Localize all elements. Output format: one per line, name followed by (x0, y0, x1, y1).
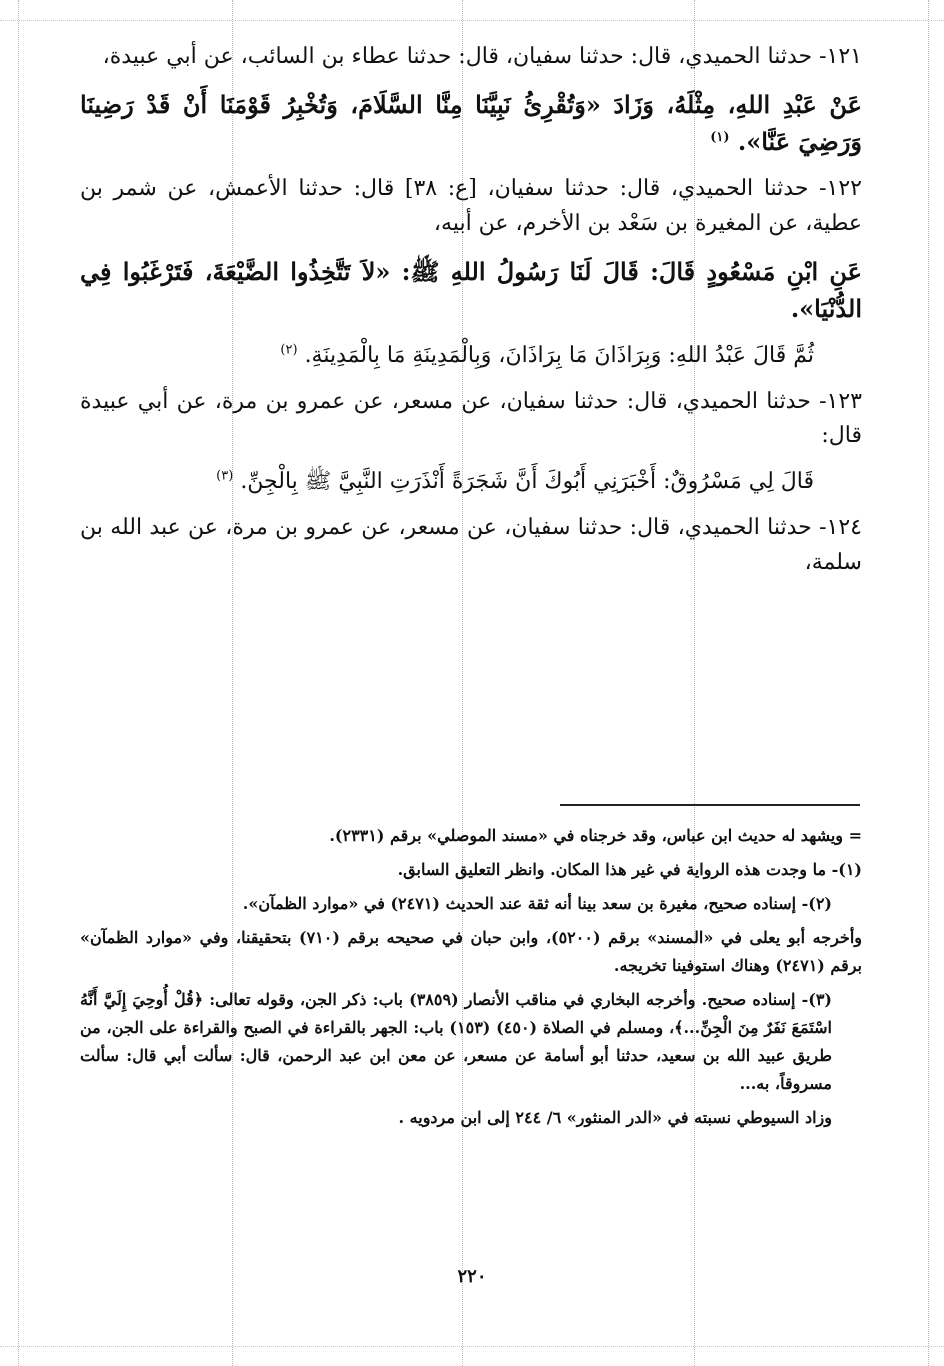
hadith-122-chain: ١٢٢- حدثنا الحميدي، قال: حدثنا سفيان، [ع: ٣٨] قال: حدثنا الأعمش، عن شمر بن عطية، عن المغيرة بن سَعْد بن الأخرم، عن أبيه، (80, 176, 862, 236)
footnote-3-continued: وزاد السيوطي نسبته في «الدر المنثور» ٦/ ٢٤٤ إلى ابن مردويه . (398, 1108, 832, 1127)
hadith-122-matn: عَنِ ابْنِ مَسْعُودٍ قَالَ: قَالَ لَنَا رَسُولُ اللهِ ﷺ: «لاَ تَتَّخِذُوا الضَّيْعَةَ، فَتَرْغَبُوا فِي الدُّنْيَا». (80, 256, 862, 323)
hadith-123-chain: ١٢٣- حدثنا الحميدي، قال: حدثنا سفيان، عن مسعر، عن عمرو بن مرة، عن أبي عبيدة قال: (80, 389, 862, 449)
margin-guide (928, 0, 929, 1366)
footnote-ref: (٣) (216, 468, 234, 484)
margin-guide (0, 20, 944, 21)
margin-guide (18, 0, 19, 1366)
margin-guide (0, 1346, 944, 1347)
footnote-separator (560, 804, 860, 806)
hadith-121-matn: عَنْ عَبْدِ اللهِ، مِثْلَهُ، وَزَادَ «وَتُقْرِئُ نَبِيَّنَا مِنَّا السَّلَامَ، وَتُخْبِرُ قَوْمَنَا أَنْ قَدْ رَضِينَا وَرَضِيَ عَنَّا». $^{(١)}$ (80, 90, 863, 157)
footnote-2-continued: وأخرجه أبو يعلى في «المسند» برقم (٥٢٠٠)، وابن حبان في صحيحه برقم (٧١٠) بتحقيقنا، وفي «موارد الظمآن» برقم (٢٤٧١) وهناك استوفينا تخريجه. (80, 928, 862, 975)
hadith-122-addition: ثُمَّ قَالَ عَبْدُ اللهِ: وَبِرَاذَانَ مَا بِرَاذَانَ، وَبِالْمَدِينَةِ مَا بِالْمَدِينَةِ. $^{(٢)}$ (280, 342, 814, 369)
footnote-ref: (٢) (280, 342, 298, 358)
footnote-3: (٣)- إسناده صحيح. وأخرجه البخاري في مناقب الأنصار (٣٨٥٩) باب: ذكر الجن، وقوله تعالى: ﴿قُلْ أُوحِيَ إِلَيَّ أَنَّهُ اسْتَمَعَ نَفَرٌ مِنَ الْجِنِّ...﴾، ومسلم في الصلاة (٤٥٠) (١٥٣) باب: الجهر بالقراءة في الصبح والقراءة على الجن، من طريق عبيد الله بن سعيد، حدثنا أبو أسامة عن مسعر، عن معن ابن عبد الرحمن، قال: سألت أبي قال: سألت مسروقاً، به... (80, 990, 833, 1093)
footnotes (80, 822, 862, 1138)
page-number: ٢٢٠ (457, 1266, 487, 1287)
hadith-121-chain: ١٢١- حدثنا الحميدي، قال: حدثنا سفيان، قال: حدثنا عطاء بن السائب، عن أبي عبيدة، (102, 44, 862, 69)
hadith-124-chain: ١٢٤- حدثنا الحميدي، قال: حدثنا سفيان، عن مسعر، عن عمرو بن مرة، عن عبد الله بن سلمة، (80, 515, 862, 575)
footnote-ref: (١) (710, 130, 730, 146)
footnote-2: (٢)- إسناده صحيح، مغيرة بن سعد بينا أنه ثقة عند الحديث (٢٤٧١) في «موارد الظمآن». (242, 894, 832, 913)
main-text (80, 40, 862, 592)
footnote-continuation: = ويشهد له حديث ابن عباس، وقد خرجناه في «مسند الموصلي» برقم (٢٣٣١). (329, 826, 862, 845)
hadith-123-matn: قَالَ لِي مَسْرُوقٌ: أَخْبَرَنِي أَبُوكَ أَنَّ شَجَرَةً أَنْذَرَتِ النَّبِيَّ ﷺ بِالْجِنِّ. $^{(٣)}$ (216, 468, 814, 495)
footnote-1: (١)- ما وجدت هذه الرواية في غير هذا المكان. وانظر التعليق السابق. (397, 860, 862, 879)
